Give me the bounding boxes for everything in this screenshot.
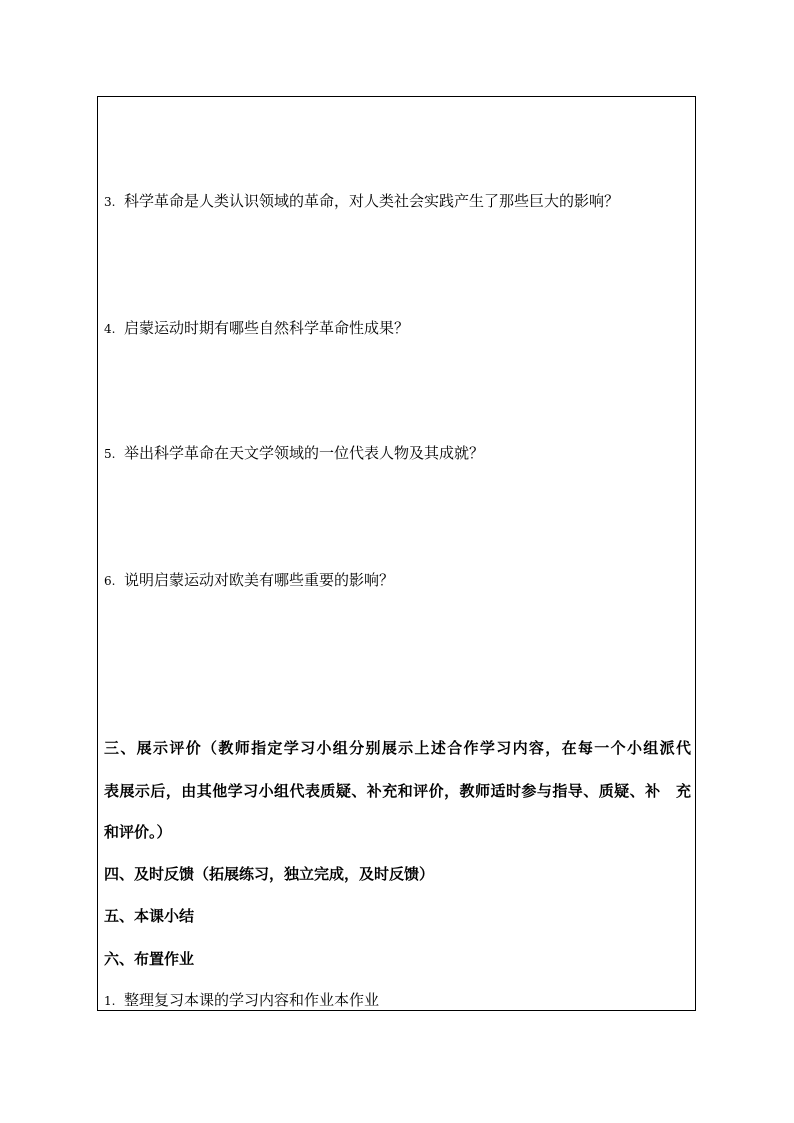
section-6-heading: 六、布置作业 xyxy=(104,950,195,968)
question-6 xyxy=(104,570,394,591)
question-number: 5. xyxy=(104,447,116,461)
section-3-line-2: 表展示后，由其他学习小组代表质疑、补充和评价，教师适时参与指导、质疑、补 充 xyxy=(104,782,691,800)
question-3 xyxy=(104,191,619,212)
section-4-heading: 四、及时反馈（拓展练习，独立完成，及时反馈） xyxy=(104,865,435,883)
question-text: 举出科学革命在天文学领域的一位代表人物及其成就？ xyxy=(124,444,485,462)
homework-text: 整理复习本课的学习内容和作业本作业 xyxy=(124,991,380,1009)
homework-item-1 xyxy=(104,990,379,1011)
question-text: 科学革命是人类认识领域的革命，对人类社会实践产生了那些巨大的影响？ xyxy=(124,192,620,210)
question-number: 3. xyxy=(104,195,116,209)
section-3-line-3: 和评价。） xyxy=(104,823,172,841)
section-3-line-1: 三、展示评价（教师指定学习小组分别展示上述合作学习内容，在每一个小组派代 xyxy=(104,739,691,757)
question-5 xyxy=(104,443,484,464)
section-5-heading: 五、本课小结 xyxy=(104,907,195,925)
question-4 xyxy=(104,318,409,339)
question-number: 4. xyxy=(104,322,116,336)
question-number: 6. xyxy=(104,574,116,588)
question-text: 启蒙运动时期有哪些自然科学革命性成果？ xyxy=(124,319,410,337)
homework-number: 1. xyxy=(104,994,116,1008)
question-text: 说明启蒙运动对欧美有哪些重要的影响？ xyxy=(124,571,395,589)
